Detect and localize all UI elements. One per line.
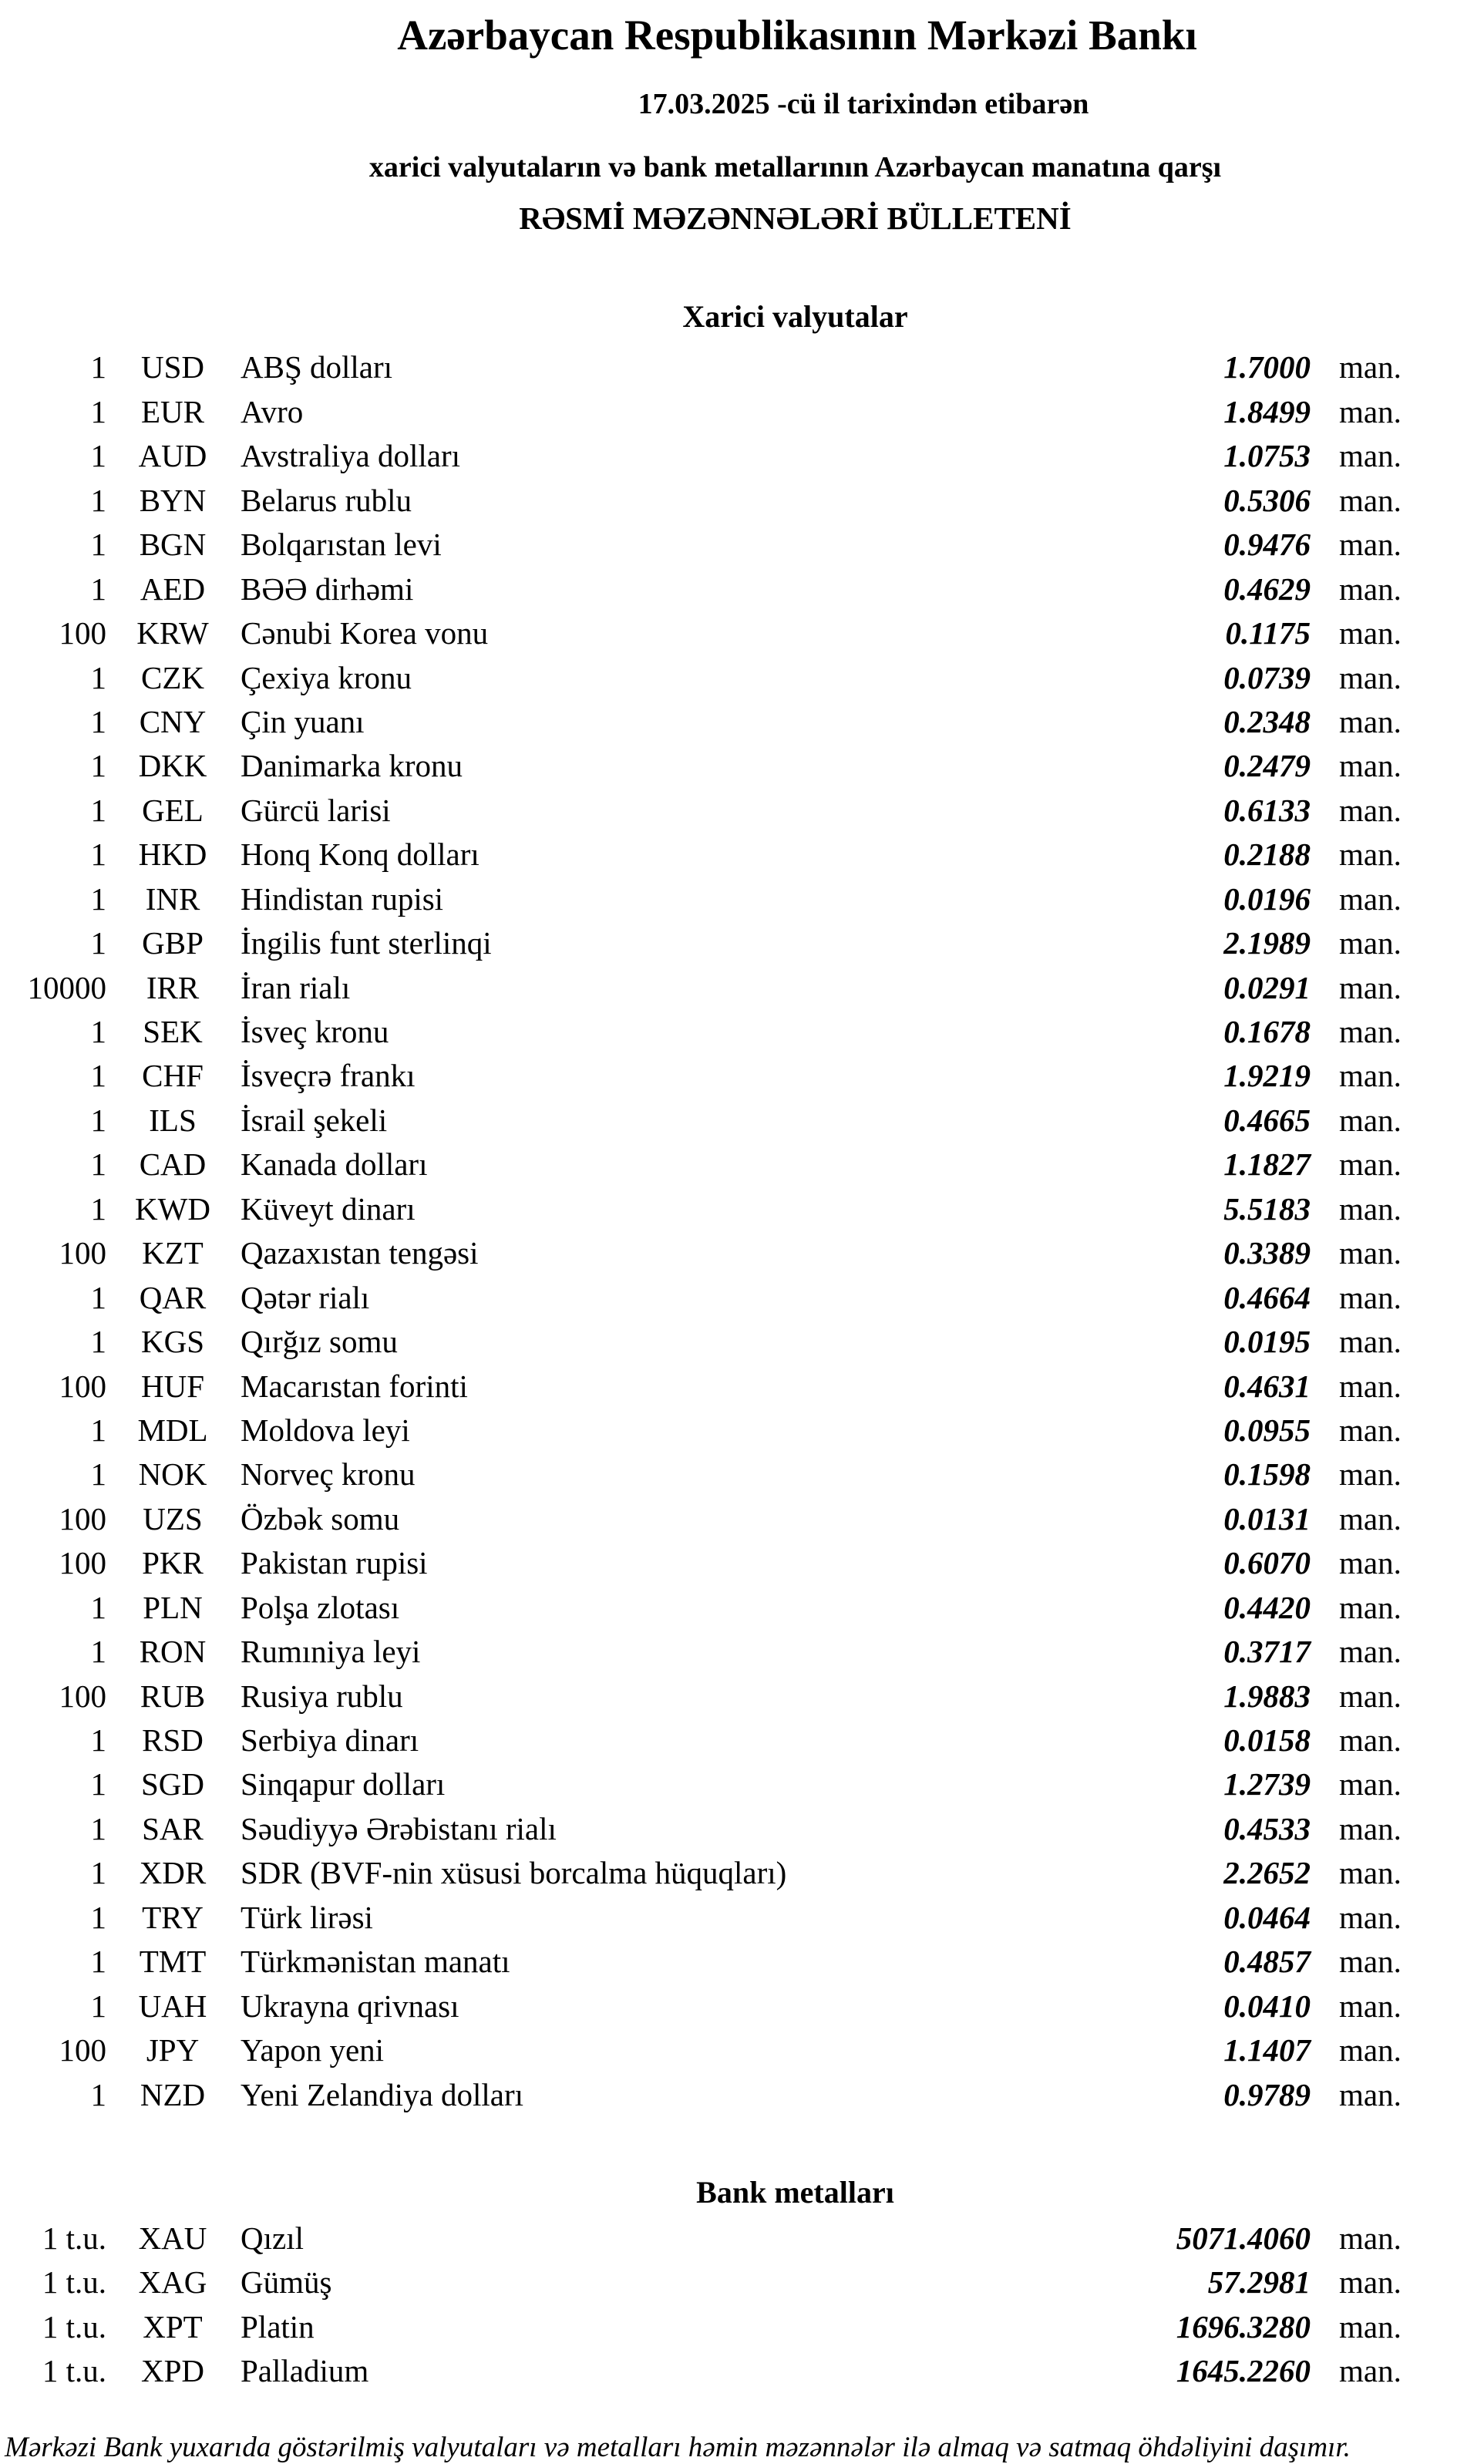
rate-value: 0.4533 — [1223, 1810, 1311, 1846]
rate-quantity: 1 — [90, 1324, 106, 1360]
currency-code: TRY — [142, 1899, 204, 1935]
rate-value: 0.0291 — [1223, 969, 1311, 1005]
rate-unit: man. — [1339, 1324, 1402, 1360]
rate-quantity: 1 t.u. — [42, 2220, 106, 2256]
currency-code: KZT — [142, 1235, 204, 1271]
rate-value: 0.6070 — [1223, 1545, 1311, 1581]
rate-value: 1.7000 — [1223, 349, 1311, 385]
rate-quantity: 100 — [59, 2032, 106, 2068]
rate-unit: man. — [1339, 703, 1402, 739]
rate-value: 57.2981 — [1207, 2264, 1311, 2301]
metals-section-title: Bank metalları — [696, 2174, 894, 2210]
currency-name: Belarus rublu — [241, 482, 412, 518]
currency-code: GEL — [142, 792, 204, 828]
rate-unit: man. — [1339, 2076, 1402, 2112]
currency-code: BGN — [139, 527, 207, 563]
rate-value: 0.6133 — [1223, 792, 1311, 828]
rate-unit: man. — [1339, 1279, 1402, 1315]
rate-value: 0.9476 — [1223, 527, 1311, 563]
currency-code: RUB — [140, 1678, 206, 1714]
currency-code: USD — [140, 349, 205, 385]
rate-quantity: 1 — [90, 2076, 106, 2112]
footer-note: Mərkəzi Bank yuxarıda göstərilmiş valyutaları və metalları həmin məzənnələr ilə almaq və satmaq öhdəliyini daşımır. — [5, 2431, 1351, 2463]
rate-quantity: 1 — [90, 1102, 106, 1138]
currency-name: Hindistan rupisi — [241, 880, 444, 917]
table-row — [0, 345, 1484, 389]
rate-unit: man. — [1339, 2032, 1402, 2068]
currency-name: ABŞ dolları — [241, 349, 393, 385]
rate-value: 0.5306 — [1223, 482, 1311, 518]
rate-quantity: 1 — [90, 1855, 106, 1891]
table-row — [0, 1674, 1484, 1718]
currency-name: Avstraliya dolları — [241, 438, 461, 474]
rate-quantity: 1 — [90, 527, 106, 563]
currency-code: IRR — [146, 969, 200, 1005]
rate-value: 0.1598 — [1223, 1456, 1311, 1493]
currency-code: SGD — [140, 1766, 205, 1803]
rate-value: 0.4857 — [1223, 1944, 1311, 1980]
currency-code: BYN — [139, 482, 207, 518]
rate-value: 0.3389 — [1223, 1235, 1311, 1271]
table-row — [0, 744, 1484, 788]
currency-name: İsrail şekeli — [241, 1102, 388, 1138]
currency-name: Bolqarıstan levi — [241, 527, 442, 563]
currency-name: İngilis funt sterlinqi — [241, 925, 492, 961]
currency-code: UZS — [143, 1500, 203, 1537]
currency-name: Qırğız somu — [241, 1324, 398, 1360]
rate-unit: man. — [1339, 1678, 1402, 1714]
rate-quantity: 1 — [90, 1279, 106, 1315]
rate-value: 1.1407 — [1223, 2032, 1311, 2068]
rate-value: 0.2348 — [1223, 703, 1311, 739]
rate-quantity: 1 — [90, 482, 106, 518]
currency-code: GBP — [142, 925, 204, 961]
effective-date-line: 17.03.2025 -cü il tarixindən etibarən — [638, 88, 1089, 121]
rate-unit: man. — [1339, 1456, 1402, 1493]
rate-unit: man. — [1339, 1102, 1402, 1138]
table-row — [0, 2072, 1484, 2116]
rate-unit: man. — [1339, 1368, 1402, 1404]
rate-quantity: 1 — [90, 571, 106, 607]
currency-code: DKK — [138, 748, 207, 784]
currency-code: XPD — [140, 2353, 205, 2389]
metals-table — [0, 2217, 1484, 2394]
table-row — [0, 921, 1484, 965]
rate-value: 2.2652 — [1223, 1855, 1311, 1891]
rate-quantity: 1 — [90, 438, 106, 474]
table-row — [0, 833, 1484, 877]
currency-code: NZD — [140, 2076, 206, 2112]
currency-code: INR — [145, 880, 200, 917]
rate-unit: man. — [1339, 1810, 1402, 1846]
currency-name: Səudiyyə Ərəbistanı rialı — [241, 1810, 557, 1846]
rate-quantity: 1 — [90, 925, 106, 961]
currency-code: JPY — [146, 2032, 200, 2068]
rate-unit: man. — [1339, 1722, 1402, 1759]
rate-quantity: 1 — [90, 748, 106, 784]
currencies-section-title: Xarici valyutalar — [682, 299, 908, 335]
table-row — [0, 1762, 1484, 1806]
bulletin-subtitle: xarici valyutaların və bank metallarının Azərbaycan manatına qarşı — [368, 151, 1222, 184]
rate-quantity: 1 t.u. — [42, 2308, 106, 2345]
rate-unit: man. — [1339, 527, 1402, 563]
table-row — [0, 655, 1484, 699]
rate-quantity: 1 — [90, 1634, 106, 1670]
table-row — [0, 434, 1484, 478]
table-row — [0, 1364, 1484, 1408]
currency-code: TMT — [139, 1944, 207, 1980]
currency-name: Kanada dolları — [241, 1146, 428, 1183]
table-row — [0, 700, 1484, 744]
rate-value: 0.3717 — [1223, 1634, 1311, 1670]
rate-quantity: 1 — [90, 792, 106, 828]
currency-name: Qazaxıstan tengəsi — [241, 1235, 479, 1271]
currency-name: Çexiya kronu — [241, 659, 412, 695]
rate-quantity: 1 — [90, 1456, 106, 1493]
currency-code: XAU — [138, 2220, 207, 2256]
rate-unit: man. — [1339, 1899, 1402, 1935]
rate-unit: man. — [1339, 1855, 1402, 1891]
rate-unit: man. — [1339, 1766, 1402, 1803]
rate-value: 0.0158 — [1223, 1722, 1311, 1759]
currency-name: Honq Konq dolları — [241, 836, 480, 873]
rate-unit: man. — [1339, 1146, 1402, 1183]
table-row — [0, 1984, 1484, 2028]
rate-value: 0.0410 — [1223, 1988, 1311, 2024]
rate-value: 0.9789 — [1223, 2076, 1311, 2112]
rate-quantity: 1 — [90, 703, 106, 739]
currency-code: MDL — [137, 1412, 208, 1448]
currency-name: Rumıniya leyi — [241, 1634, 421, 1670]
rate-value: 1645.2260 — [1176, 2353, 1311, 2389]
bulletin-title: RƏSMİ MƏZƏNNƏLƏRİ BÜLLETENİ — [519, 200, 1072, 237]
rate-value: 0.0131 — [1223, 1500, 1311, 1537]
rate-value: 1.8499 — [1223, 393, 1311, 429]
table-row — [0, 1541, 1484, 1585]
currency-name: Qətər rialı — [241, 1279, 370, 1315]
currency-code: QAR — [139, 1279, 207, 1315]
table-row — [0, 1807, 1484, 1851]
rate-quantity: 1 — [90, 1190, 106, 1227]
rate-value: 1.1827 — [1223, 1146, 1311, 1183]
rate-value: 0.0196 — [1223, 880, 1311, 917]
rate-unit: man. — [1339, 1944, 1402, 1980]
table-row — [0, 479, 1484, 523]
table-row — [0, 390, 1484, 434]
rate-quantity: 1 t.u. — [42, 2353, 106, 2389]
currency-code: RON — [139, 1634, 207, 1670]
currency-code: CHF — [142, 1058, 204, 1094]
currency-name: Çin yuanı — [241, 703, 365, 739]
rate-quantity: 1 — [90, 1722, 106, 1759]
table-row — [0, 1143, 1484, 1187]
table-row — [0, 523, 1484, 567]
currency-code: HUF — [140, 1368, 205, 1404]
rate-unit: man. — [1339, 1190, 1402, 1227]
currency-name: Norveç kronu — [241, 1456, 416, 1493]
rate-quantity: 100 — [59, 1500, 106, 1537]
table-row — [0, 1010, 1484, 1054]
rate-unit: man. — [1339, 880, 1402, 917]
currency-name: İsveçrə frankı — [241, 1058, 416, 1094]
rate-quantity: 1 — [90, 1899, 106, 1935]
rate-value: 0.4631 — [1223, 1368, 1311, 1404]
rate-quantity: 100 — [59, 615, 106, 651]
rate-value: 0.0739 — [1223, 659, 1311, 695]
rate-value: 1.2739 — [1223, 1766, 1311, 1803]
currency-name: Yapon yeni — [241, 2032, 385, 2068]
rate-unit: man. — [1339, 615, 1402, 651]
currency-code: XAG — [138, 2264, 207, 2301]
currency-name: Danimarka kronu — [241, 748, 463, 784]
rate-unit: man. — [1339, 1500, 1402, 1537]
table-row — [0, 1896, 1484, 1940]
currency-code: PKR — [142, 1545, 204, 1581]
rate-value: 1696.3280 — [1176, 2308, 1311, 2345]
currency-name: Küveyt dinarı — [241, 1190, 416, 1227]
table-row — [0, 1275, 1484, 1319]
currency-code: SEK — [143, 1014, 203, 1050]
currency-code: CNY — [139, 703, 207, 739]
rate-unit: man. — [1339, 2264, 1402, 2301]
currency-name: Ukrayna qrivnası — [241, 1988, 459, 2024]
rate-quantity: 1 — [90, 1146, 106, 1183]
currency-code: CAD — [139, 1146, 207, 1183]
rate-value: 5.5183 — [1223, 1190, 1311, 1227]
table-row — [0, 1586, 1484, 1630]
currency-name: SDR (BVF-nin xüsusi borcalma hüquqları) — [241, 1855, 787, 1891]
rate-unit: man. — [1339, 393, 1402, 429]
rate-unit: man. — [1339, 836, 1402, 873]
currency-name: İran rialı — [241, 969, 351, 1005]
currency-code: SAR — [142, 1810, 204, 1846]
rate-quantity: 1 — [90, 880, 106, 917]
table-row — [0, 1452, 1484, 1496]
rate-quantity: 1 — [90, 836, 106, 873]
currency-name: Qızıl — [241, 2220, 304, 2256]
rate-value: 0.0955 — [1223, 1412, 1311, 1448]
currency-name: Türk lirəsi — [241, 1899, 373, 1935]
rate-value: 1.9883 — [1223, 1678, 1311, 1714]
rate-quantity: 1 — [90, 659, 106, 695]
rate-unit: man. — [1339, 659, 1402, 695]
rate-unit: man. — [1339, 2308, 1402, 2345]
currency-code: RSD — [142, 1722, 204, 1759]
currency-name: BƏƏ dirhəmi — [241, 571, 414, 607]
rate-quantity: 1 — [90, 1058, 106, 1094]
currency-code: EUR — [141, 393, 204, 429]
currency-name: Cənubi Korea vonu — [241, 615, 489, 651]
rate-unit: man. — [1339, 1014, 1402, 1050]
rate-unit: man. — [1339, 748, 1402, 784]
currencies-table — [0, 345, 1484, 2117]
rate-unit: man. — [1339, 2220, 1402, 2256]
table-row — [0, 2305, 1484, 2349]
rate-value: 0.1175 — [1225, 615, 1311, 651]
currency-code: CZK — [141, 659, 204, 695]
rate-unit: man. — [1339, 1589, 1402, 1625]
rate-value: 0.1678 — [1223, 1014, 1311, 1050]
rate-quantity: 1 — [90, 1014, 106, 1050]
table-row — [0, 1940, 1484, 1984]
table-row — [0, 1099, 1484, 1143]
currency-name: Platin — [241, 2308, 315, 2345]
rate-value: 0.2479 — [1223, 748, 1311, 784]
currency-code: KRW — [136, 615, 209, 651]
rate-value: 0.2188 — [1223, 836, 1311, 873]
table-row — [0, 789, 1484, 833]
rate-quantity: 1 — [90, 1766, 106, 1803]
rate-quantity: 100 — [59, 1368, 106, 1404]
currency-name: Moldova leyi — [241, 1412, 410, 1448]
rate-value: 0.0464 — [1223, 1899, 1311, 1935]
currency-code: XDR — [139, 1855, 207, 1891]
rate-value: 5071.4060 — [1176, 2220, 1311, 2256]
currency-name: Gümüş — [241, 2264, 332, 2301]
table-row — [0, 1231, 1484, 1275]
rate-unit: man. — [1339, 1235, 1402, 1271]
table-row — [0, 1320, 1484, 1364]
currency-name: Avro — [241, 393, 304, 429]
rate-quantity: 1 — [90, 1988, 106, 2024]
table-row — [0, 2217, 1484, 2260]
currency-name: Sinqapur dolları — [241, 1766, 446, 1803]
rate-unit: man. — [1339, 1545, 1402, 1581]
table-row — [0, 2028, 1484, 2072]
table-row — [0, 1187, 1484, 1231]
rate-value: 0.0195 — [1223, 1324, 1311, 1360]
currency-code: PLN — [143, 1589, 203, 1625]
currency-name: Rusiya rublu — [241, 1678, 403, 1714]
table-row — [0, 1718, 1484, 1762]
rate-unit: man. — [1339, 349, 1402, 385]
rate-value: 1.0753 — [1223, 438, 1311, 474]
bulletin-page — [0, 11, 1484, 2463]
currency-code: KWD — [135, 1190, 210, 1227]
rate-quantity: 1 — [90, 393, 106, 429]
currency-name: Özbək somu — [241, 1500, 400, 1537]
currency-code: AED — [140, 571, 206, 607]
rate-value: 2.1989 — [1223, 925, 1311, 961]
page-title: Azərbaycan Respublikasının Mərkəzi Bankı — [397, 12, 1197, 59]
table-row — [0, 965, 1484, 1009]
rate-unit: man. — [1339, 925, 1402, 961]
table-row — [0, 1054, 1484, 1098]
rate-quantity: 1 — [90, 1412, 106, 1448]
currency-name: Gürcü larisi — [241, 792, 391, 828]
rate-value: 0.4420 — [1223, 1589, 1311, 1625]
rate-quantity: 100 — [59, 1545, 106, 1581]
table-row — [0, 877, 1484, 921]
rate-unit: man. — [1339, 792, 1402, 828]
rate-quantity: 100 — [59, 1678, 106, 1714]
currency-code: XPT — [143, 2308, 203, 2345]
rate-quantity: 1 t.u. — [42, 2264, 106, 2301]
currency-name: Macarıstan forinti — [241, 1368, 468, 1404]
rate-value: 0.4665 — [1223, 1102, 1311, 1138]
rate-unit: man. — [1339, 2353, 1402, 2389]
currency-name: Yeni Zelandiya dolları — [241, 2076, 524, 2112]
rate-unit: man. — [1339, 969, 1402, 1005]
rate-unit: man. — [1339, 1058, 1402, 1094]
currency-code: KGS — [140, 1324, 205, 1360]
table-row — [0, 567, 1484, 611]
currency-code: HKD — [138, 836, 207, 873]
rate-value: 0.4664 — [1223, 1279, 1311, 1315]
rate-value: 0.4629 — [1223, 571, 1311, 607]
currency-code: AUD — [138, 438, 207, 474]
table-row — [0, 2260, 1484, 2304]
table-row — [0, 2349, 1484, 2393]
rate-unit: man. — [1339, 571, 1402, 607]
currency-name: Türkmənistan manatı — [241, 1944, 510, 1980]
currency-code: UAH — [138, 1988, 207, 2024]
rate-unit: man. — [1339, 438, 1402, 474]
currency-name: Serbiya dinarı — [241, 1722, 419, 1759]
rate-quantity: 1 — [90, 349, 106, 385]
rate-quantity: 1 — [90, 1944, 106, 1980]
rate-quantity: 1 — [90, 1810, 106, 1846]
table-row — [0, 1630, 1484, 1674]
rate-quantity: 1 — [90, 1589, 106, 1625]
currency-code: NOK — [138, 1456, 207, 1493]
table-row — [0, 1497, 1484, 1541]
table-row — [0, 1409, 1484, 1452]
table-row — [0, 611, 1484, 655]
rate-quantity: 10000 — [27, 969, 106, 1005]
currency-name: Pakistan rupisi — [241, 1545, 428, 1581]
currency-name: Palladium — [241, 2353, 369, 2389]
rate-unit: man. — [1339, 482, 1402, 518]
currency-code: ILS — [149, 1102, 197, 1138]
rate-value: 1.9219 — [1223, 1058, 1311, 1094]
currency-name: İsveç kronu — [241, 1014, 389, 1050]
rate-unit: man. — [1339, 1412, 1402, 1448]
rate-unit: man. — [1339, 1988, 1402, 2024]
currency-name: Polşa zlotası — [241, 1589, 400, 1625]
table-row — [0, 1851, 1484, 1895]
rate-quantity: 100 — [59, 1235, 106, 1271]
rate-unit: man. — [1339, 1634, 1402, 1670]
